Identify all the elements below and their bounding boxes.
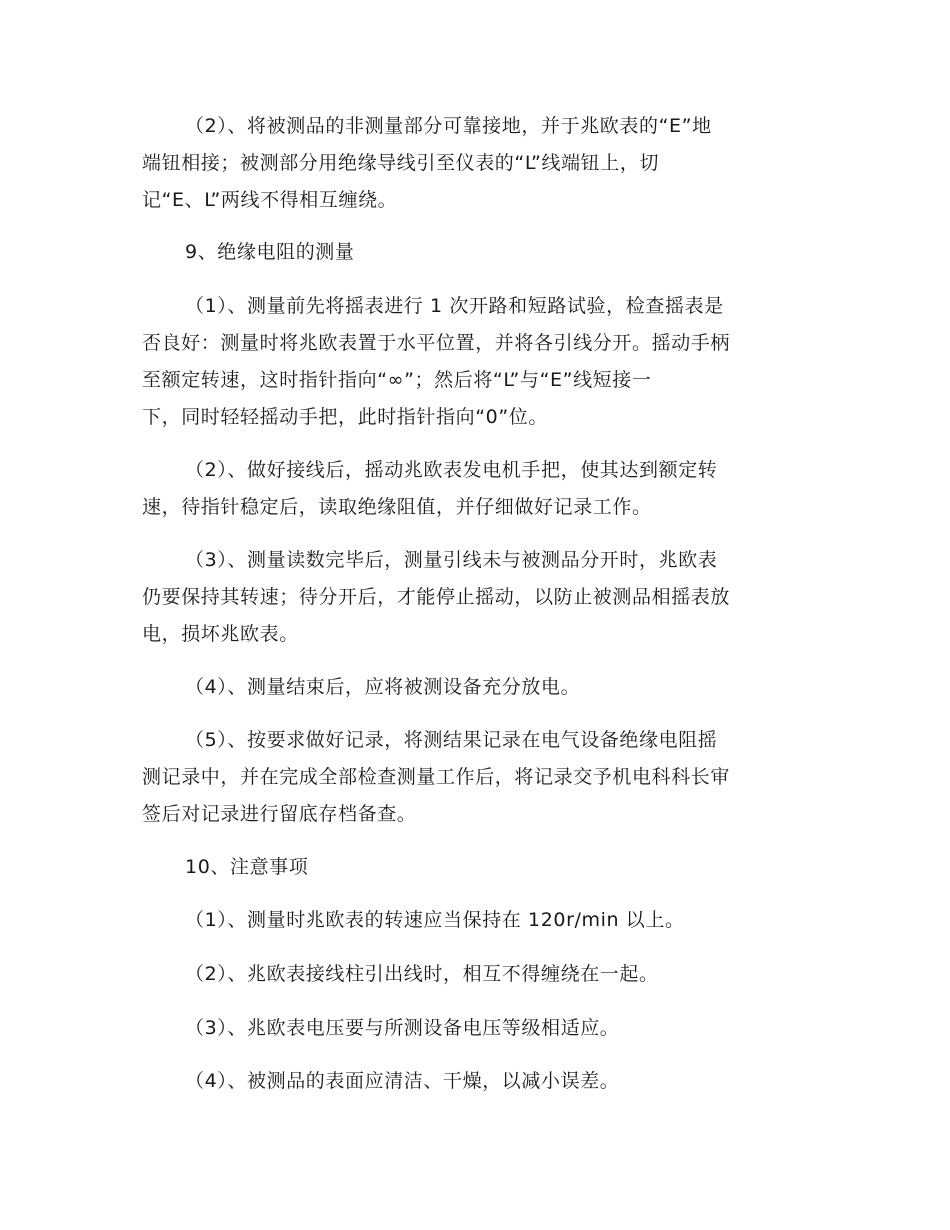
paragraph-line: 仍要保持其转速；待分开后，才能停止摇动，以防止被测品相摇表放: [142, 586, 731, 608]
paragraph-line: 记“E、L”两线不得相互缠绕。: [142, 189, 398, 211]
section-heading-precautions: [142, 849, 812, 886]
paragraph-grounding-step-2: [142, 108, 812, 219]
paragraph-measurement-step-4: [142, 669, 812, 706]
paragraph-line: 端钮相接；被测部分用绝缘导线引至仪表的“L”线端钮上，切: [142, 152, 660, 174]
paragraph-line: （2）、兆欧表接线柱引出线时，相互不得缠绕在一起。: [185, 963, 659, 985]
paragraph-line: （2）、将被测品的非测量部分可靠接地，并于兆欧表的“E”地: [185, 115, 712, 137]
paragraph-measurement-step-1: [142, 288, 812, 436]
section-heading-insulation-measurement: [142, 234, 812, 271]
paragraph-line: 速，待指针稳定后，读取绝缘阻值，并仔细做好记录工作。: [142, 496, 652, 518]
paragraph-line: 否良好：测量时将兆欧表置于水平位置，并将各引线分开。摇动手柄: [142, 332, 731, 354]
paragraph-line: 签后对记录进行留底存档备查。: [142, 803, 417, 825]
paragraph-line: 至额定转速，这时指针指向“∞”；然后将“L”与“E”线短接一: [142, 369, 652, 391]
paragraph-line: 测记录中，并在完成全部检查测量工作后，将记录交予机电科科长审: [142, 766, 731, 788]
paragraph-line: （1）、测量时兆欧表的转速应当保持在 120r/min 以上。: [185, 909, 685, 931]
heading-line: 10、注意事项: [185, 856, 309, 878]
paragraph-line: （2）、做好接线后，摇动兆欧表发电机手把，使其达到额定转: [185, 459, 718, 481]
paragraph-line: 电，损坏兆欧表。: [142, 623, 299, 645]
paragraph-line: （4）、测量结束后，应将被测设备充分放电。: [185, 676, 581, 698]
paragraph-precaution-1: [142, 902, 812, 939]
paragraph-precaution-3: [142, 1010, 812, 1047]
paragraph-measurement-step-3: [142, 542, 812, 653]
paragraph-line: （3）、兆欧表电压要与所测设备电压等级相适应。: [185, 1017, 620, 1039]
paragraph-line: （3）、测量读数完毕后，测量引线未与被测品分开时，兆欧表: [185, 549, 718, 571]
paragraph-measurement-step-2: [142, 452, 812, 526]
heading-line: 9、绝缘电阻的测量: [185, 241, 355, 263]
paragraph-precaution-4: [142, 1063, 812, 1100]
paragraph-line: （1）、测量前先将摇表进行 1 次开路和短路试验，检查摇表是: [185, 295, 724, 317]
paragraph-line: （5）、按要求做好记录，将测结果记录在电气设备绝缘电阻摇: [185, 729, 718, 751]
paragraph-precaution-2: [142, 956, 812, 993]
paragraph-line: （4）、被测品的表面应清洁、干燥，以减小误差。: [185, 1070, 620, 1092]
paragraph-line: 下，同时轻轻摇动手把，此时指针指向“0”位。: [142, 406, 548, 428]
paragraph-measurement-step-5: [142, 722, 812, 833]
